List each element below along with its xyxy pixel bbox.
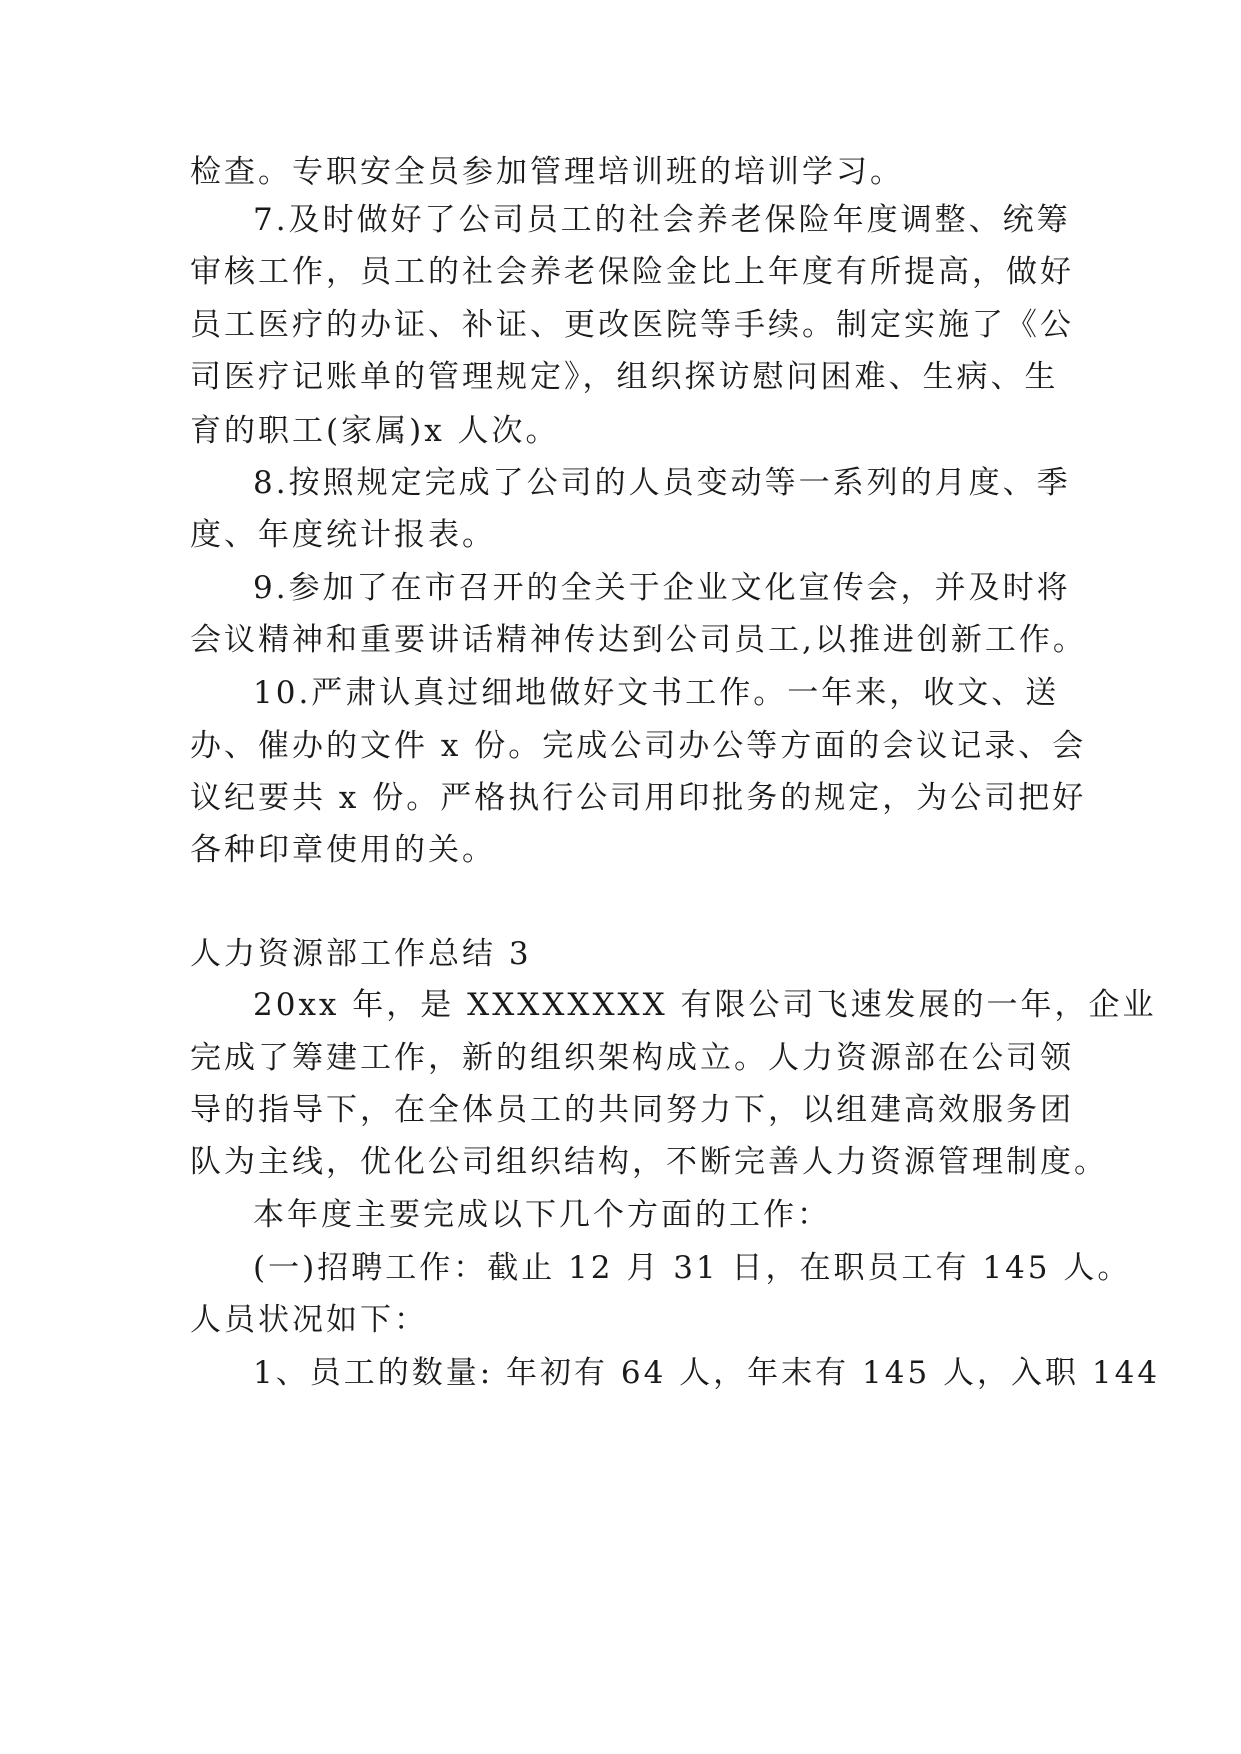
- text-line: 办、催办的文件 x 份。完成公司办公等方面的会议记录、会: [190, 728, 1087, 764]
- text-line: 1、员工的数量: 年初有 64 人，年末有 145 人，入职 144: [253, 1355, 1161, 1391]
- text-line: 人员状况如下：: [190, 1302, 428, 1338]
- text-line: 队为主线，优化公司组织结构，不断完善人力资源管理制度。: [190, 1144, 1108, 1180]
- text-line: 司医疗记账单的管理规定》，组织探访慰问困难、生病、生: [190, 359, 1059, 395]
- text-line: 导的指导下，在全体员工的共同努力下，以组建高效服务团: [190, 1092, 1074, 1128]
- text-line: 会议精神和重要讲话精神传达到公司员工,以推进创新工作。: [190, 622, 1087, 658]
- section-heading: 人力资源部工作总结 3: [190, 936, 532, 972]
- text-line: 本年度主要完成以下几个方面的工作：: [253, 1197, 831, 1233]
- text-line: 育的职工(家属)x 人次。: [190, 413, 560, 449]
- text-line: 20xx 年，是 XXXXXXXX 有限公司飞速发展的一年，企业: [253, 987, 1157, 1023]
- text-line: 员工医疗的办证、补证、更改医院等手续。制定实施了《公: [190, 307, 1074, 343]
- text-line: 10.严肃认真过细地做好文书工作。一年来，收文、送: [253, 675, 1060, 711]
- text-line: 7.及时做好了公司员工的社会养老保险年度调整、统筹: [253, 202, 1071, 238]
- text-line: 度、年度统计报表。: [190, 517, 496, 553]
- text-line: 9.参加了在市召开的全关于企业文化宣传会，并及时将: [253, 570, 1071, 606]
- text-line: 议纪要共 x 份。严格执行公司用印批务的规定，为公司把好: [190, 780, 1087, 816]
- text-line: 各种印章使用的关。: [190, 832, 496, 868]
- text-line: 8.按照规定完成了公司的人员变动等一系列的月度、季: [253, 465, 1071, 501]
- text-line: 检查。专职安全员参加管理培训班的培训学习。: [190, 154, 904, 190]
- text-line: 审核工作，员工的社会养老保险金比上年度有所提高，做好: [190, 254, 1074, 290]
- text-line: 完成了筹建工作，新的组织架构成立。人力资源部在公司领: [190, 1040, 1074, 1076]
- text-line: (一)招聘工作：截止 12 月 31 日，在职员工有 145 人。: [253, 1250, 1132, 1286]
